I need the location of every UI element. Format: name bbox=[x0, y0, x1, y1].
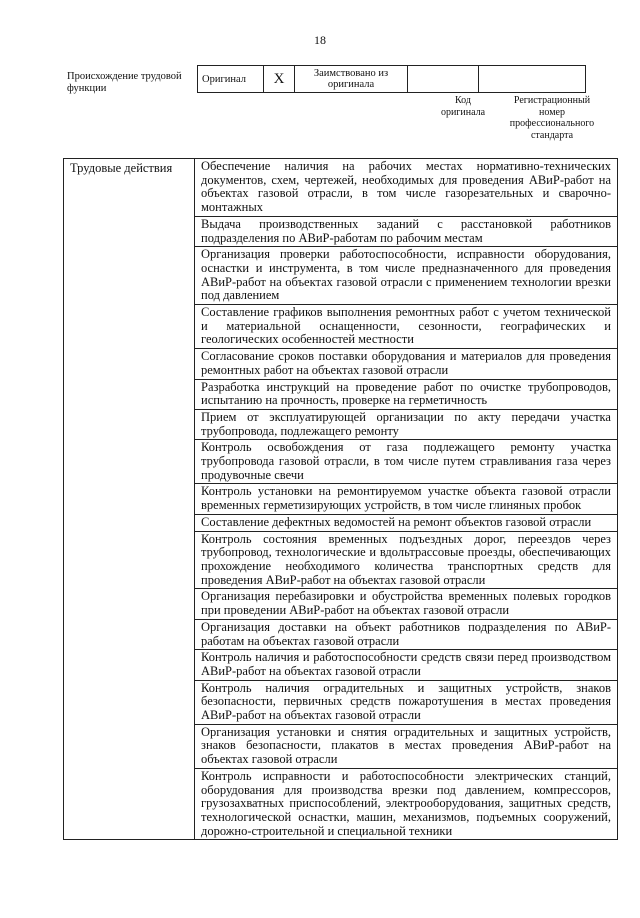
action-item: Составление дефектных ведомостей на ремонт объектов газовой отрасли bbox=[195, 514, 618, 531]
action-item: Согласование сроков поставки оборудования и материалов для проведения ремонтных работ на объектах газовой отрасли bbox=[195, 349, 618, 379]
table-row bbox=[64, 159, 618, 217]
action-item: Организация проверки работоспособности, исправности оборудования, оснастки и инструмента, в том числе предназначенного для проведения АВиР-работ на объектах газовой отрасли с применением технологии врезки под давлением bbox=[195, 247, 618, 305]
code-caption: Код оригинала bbox=[440, 95, 486, 118]
action-item: Составление графиков выполнения ремонтных работ с учетом технической и материальной оснащенности, сезонности, географических и геологических особенностей местности bbox=[195, 305, 618, 349]
reg-number-cell bbox=[479, 66, 586, 93]
origin-table bbox=[197, 65, 586, 93]
action-item: Выдача производственных заданий с расстановкой работников подразделения по АВиР-работам по рабочим местам bbox=[195, 216, 618, 246]
action-item: Прием от эксплуатирующей организации по акту передачи участка трубопровода, подлежащего ремонту bbox=[195, 409, 618, 439]
action-item: Контроль освобождения от газа подлежащего ремонту участка трубопровода газовой отрасли, в том числе путем стравливания газа через продувочные свечи bbox=[195, 440, 618, 484]
action-item: Обеспечение наличия на рабочих местах нормативно-технических документов, схем, чертежей, необходимых для проведения АВиР-работ на объектах газовой отрасли, в том числе газорезательных и сварочно-монтажных bbox=[195, 159, 618, 217]
original-mark: X bbox=[264, 66, 295, 93]
page-number: 18 bbox=[314, 33, 326, 47]
action-item: Организация перебазировки и обустройства временных полевых городков при проведении АВиР-работ на объектах газовой отрасли bbox=[195, 589, 618, 619]
origin-label: Происхождение трудовой функции bbox=[67, 71, 182, 94]
action-item: Контроль состояния временных подъездных дорог, переездов через трубопровод, технологические и вдольтрассовые проезды, обеспечивающих прохождение необходимого количества транспортных средств для проведения АВиР-работ на объектах газовой отрасли bbox=[195, 531, 618, 589]
original-cell: Оригинал bbox=[198, 66, 264, 93]
action-item: Контроль исправности и работоспособности электрических станций, оборудования для производства врезки под давлением, компрессоров, грузозахватных приспособлений, электрооборудования, защитных средств, технологической оснастки, машин, механизмов, подъемных сооружений, дорожно-строительной и специальной техники bbox=[195, 768, 618, 840]
action-item: Организация доставки на объект работников подразделения по АВиР-работам на объектах газовой отрасли bbox=[195, 619, 618, 649]
action-item: Разработка инструкций на проведение работ по очистке трубопроводов, испытанию на прочность, проверке на герметичность bbox=[195, 379, 618, 409]
reg-number-caption: Регистрационный номер профессионального стандарта bbox=[509, 95, 595, 141]
section-label: Трудовые действия bbox=[64, 159, 195, 840]
action-item: Организация установки и снятия оградительных и защитных устройств, знаков безопасности, плакатов в местах проведения АВиР-работ на объектах газовой отрасли bbox=[195, 724, 618, 768]
labor-actions-table bbox=[63, 158, 618, 840]
code-cell bbox=[408, 66, 479, 93]
borrowed-cell: Заимствовано из оригинала bbox=[295, 66, 408, 93]
action-item: Контроль установки на ремонтируемом участке объекта газовой отрасли временных герметизирующих устройств, в том числе глиняных пробок bbox=[195, 484, 618, 514]
action-item: Контроль наличия оградительных и защитных устройств, знаков безопасности, первичных средств пожаротушения в местах проведения АВиР-работ на объектах газовой отрасли bbox=[195, 680, 618, 724]
action-item: Контроль наличия и работоспособности средств связи перед производством АВиР-работ на объектах газовой отрасли bbox=[195, 650, 618, 680]
